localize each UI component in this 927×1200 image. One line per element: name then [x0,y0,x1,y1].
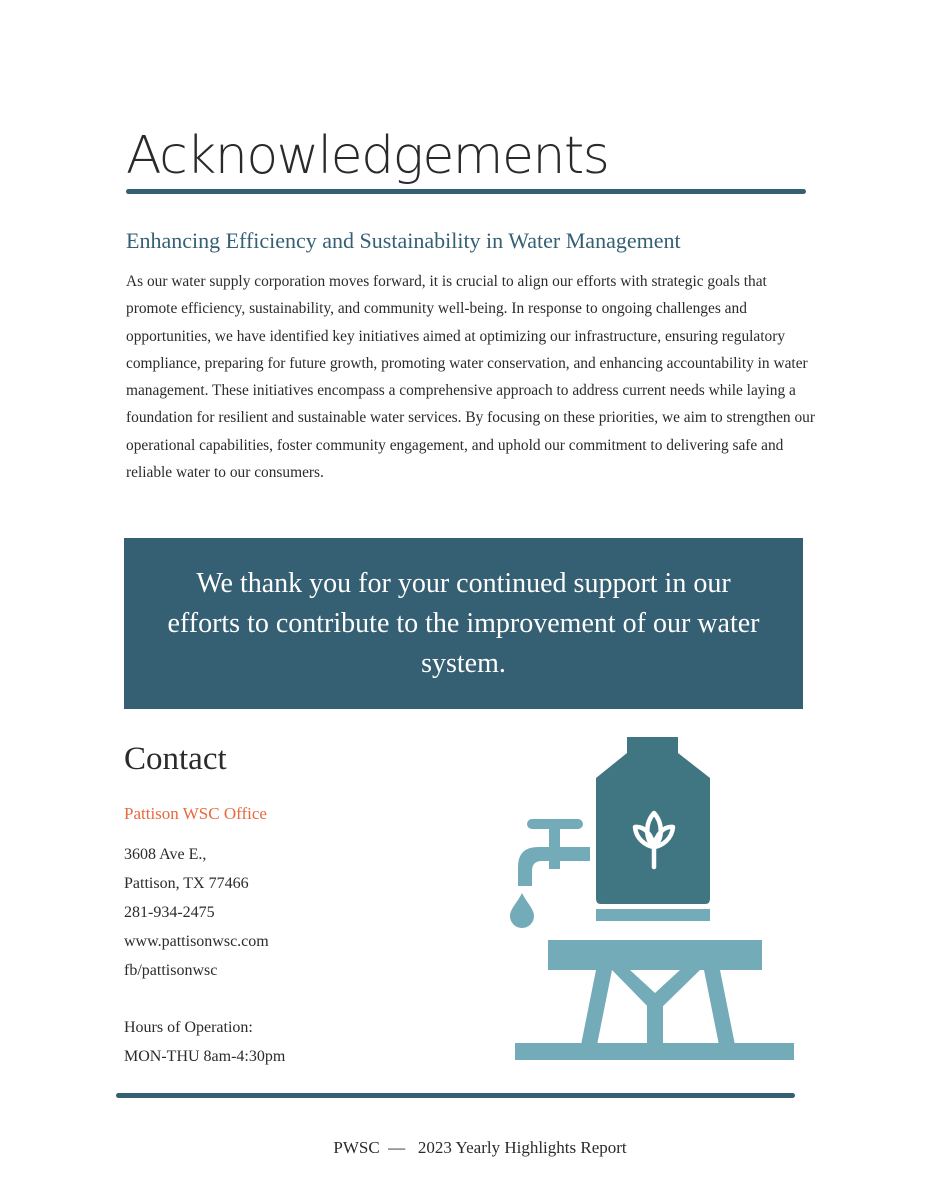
office-name: Pattison WSC Office [124,804,267,823]
faucet-icon [518,819,590,886]
water-drop-icon [510,893,534,928]
phone-number: 281-934-2475 [124,904,215,921]
intro-paragraph: As our water supply corporation moves forward, it is crucial to align our efforts with strategic goals that promote efficiency, sustainability, and community well-being. In response to ongoing challenges and opportunities, we have identified key initiatives aimed at optimizing our infrastructure, ensuring regulatory compliance, preparing for future growth, promoting water conservation, and enhancing accountability in water management. These initiatives encompass a comprehensive approach to address current needs while laying a foundation for resilient and sustainable water services. By focusing on these priorities, we aim to strengthen our operational capabilities, foster community engagement, and uphold our commitment to delivering safe and reliable water to our consumers. [126,273,815,482]
contact-heading: Contact [124,741,227,777]
section-subtitle: Enhancing Efficiency and Sustainability in Water Management [126,228,681,253]
page-footer: PWSC — 2023 Yearly Highlights Report [333,1138,627,1157]
stand-icon [515,940,794,1060]
thank-you-text: We thank you for your continued support in our efforts to contribute to the improvement of our water system. [167,567,760,679]
hours-value: MON-THU 8am-4:30pm [124,1048,286,1065]
page-title: Acknowledgements [126,126,609,186]
title-divider [126,189,806,194]
footer-divider [116,1093,795,1098]
hours-label: Hours of Operation: [124,1019,253,1036]
address-line-1: 3608 Ave E., [124,846,207,863]
water-dispenser-with-leaf-icon [505,733,797,1063]
website-link[interactable]: www.pattisonwsc.com [124,933,269,950]
hours-of-operation [124,1013,285,1071]
address-line-2: Pattison, TX 77466 [124,875,249,892]
facebook-link[interactable]: fb/pattisonwsc [124,962,218,979]
contact-details [124,840,269,985]
thank-you-banner [124,538,803,709]
bottle-base [596,909,710,921]
bottle-shape [596,737,710,904]
